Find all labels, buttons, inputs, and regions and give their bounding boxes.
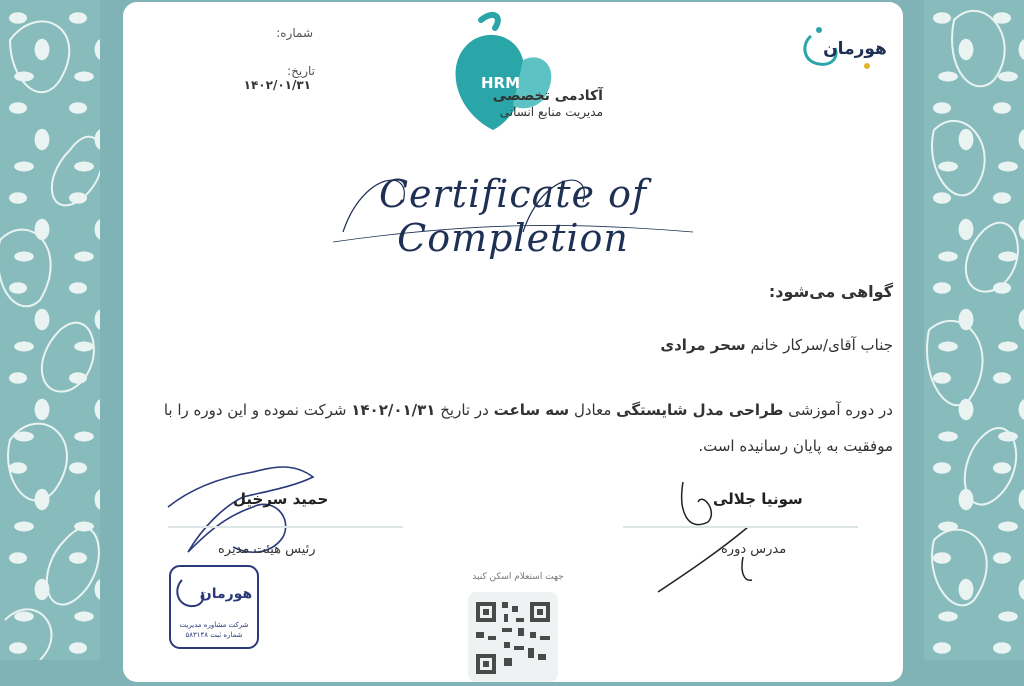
course-name: طراحی مدل شایستگی: [616, 401, 784, 419]
course-duration: سه ساعت: [493, 401, 570, 419]
chairman-name: حمید سرخیل: [233, 490, 329, 508]
logo-text: هورمان: [823, 39, 887, 59]
paragraph-part1: در دوره آموزشی: [788, 401, 893, 419]
chairman-signature-line: [168, 526, 403, 528]
academy-line2: مدیریت منابع انسانی: [499, 105, 603, 119]
course-paragraph: [153, 392, 893, 464]
left-leaf-border: [0, 0, 100, 660]
number-field: [243, 26, 313, 40]
date-value: ۱۴۰۲/۰۱/۳۱: [243, 78, 311, 92]
academy-line1: آکادمی تخصصی: [492, 88, 603, 104]
stamp-registration: شماره ثبت ۵۸۳۱۴۸: [185, 631, 243, 639]
stamp-company: شرکت مشاوره مدیریت: [179, 621, 249, 629]
scan-label: جهت استعلام اسکن کنید: [472, 572, 564, 582]
recipient-line: [660, 336, 893, 354]
date-field: [215, 64, 315, 92]
academy-mark: HRM: [481, 74, 521, 92]
paragraph-part3: در تاریخ: [440, 401, 489, 419]
academy-logo-icon: [423, 10, 603, 140]
right-leaf-border: [924, 0, 1024, 660]
certifies-heading: گواهی می‌شود:: [768, 282, 893, 301]
hooraman-logo-icon: [797, 18, 887, 74]
completion-date: ۱۴۰۲/۰۱/۳۱: [351, 401, 436, 419]
certificate-title: Certificate of Completion: [378, 172, 648, 260]
number-label: شماره:: [276, 26, 313, 40]
verification-qr-code[interactable]: [468, 592, 558, 682]
paragraph-part2: معادل: [573, 401, 612, 419]
recipient-prefix: جناب آقای/سرکار خانم: [750, 336, 893, 354]
stamp-logo-text: هورمان: [199, 586, 253, 602]
instructor-signature-line: [623, 526, 858, 528]
instructor-title: مدرس دوره: [721, 542, 787, 557]
certificate-card: [123, 2, 903, 682]
stamp-caption: [168, 620, 260, 640]
instructor-name: سونیا جلالی: [713, 490, 803, 508]
date-label: تاریخ:: [287, 64, 315, 78]
chairman-title: رئیس هیئت مدیره: [218, 542, 316, 557]
paragraph-part4: شرکت نموده و این دوره را با موفقیت به پایان رسانیده است.: [163, 401, 893, 455]
recipient-name: سحر مرادی: [660, 336, 746, 354]
academy-name: [453, 88, 603, 120]
